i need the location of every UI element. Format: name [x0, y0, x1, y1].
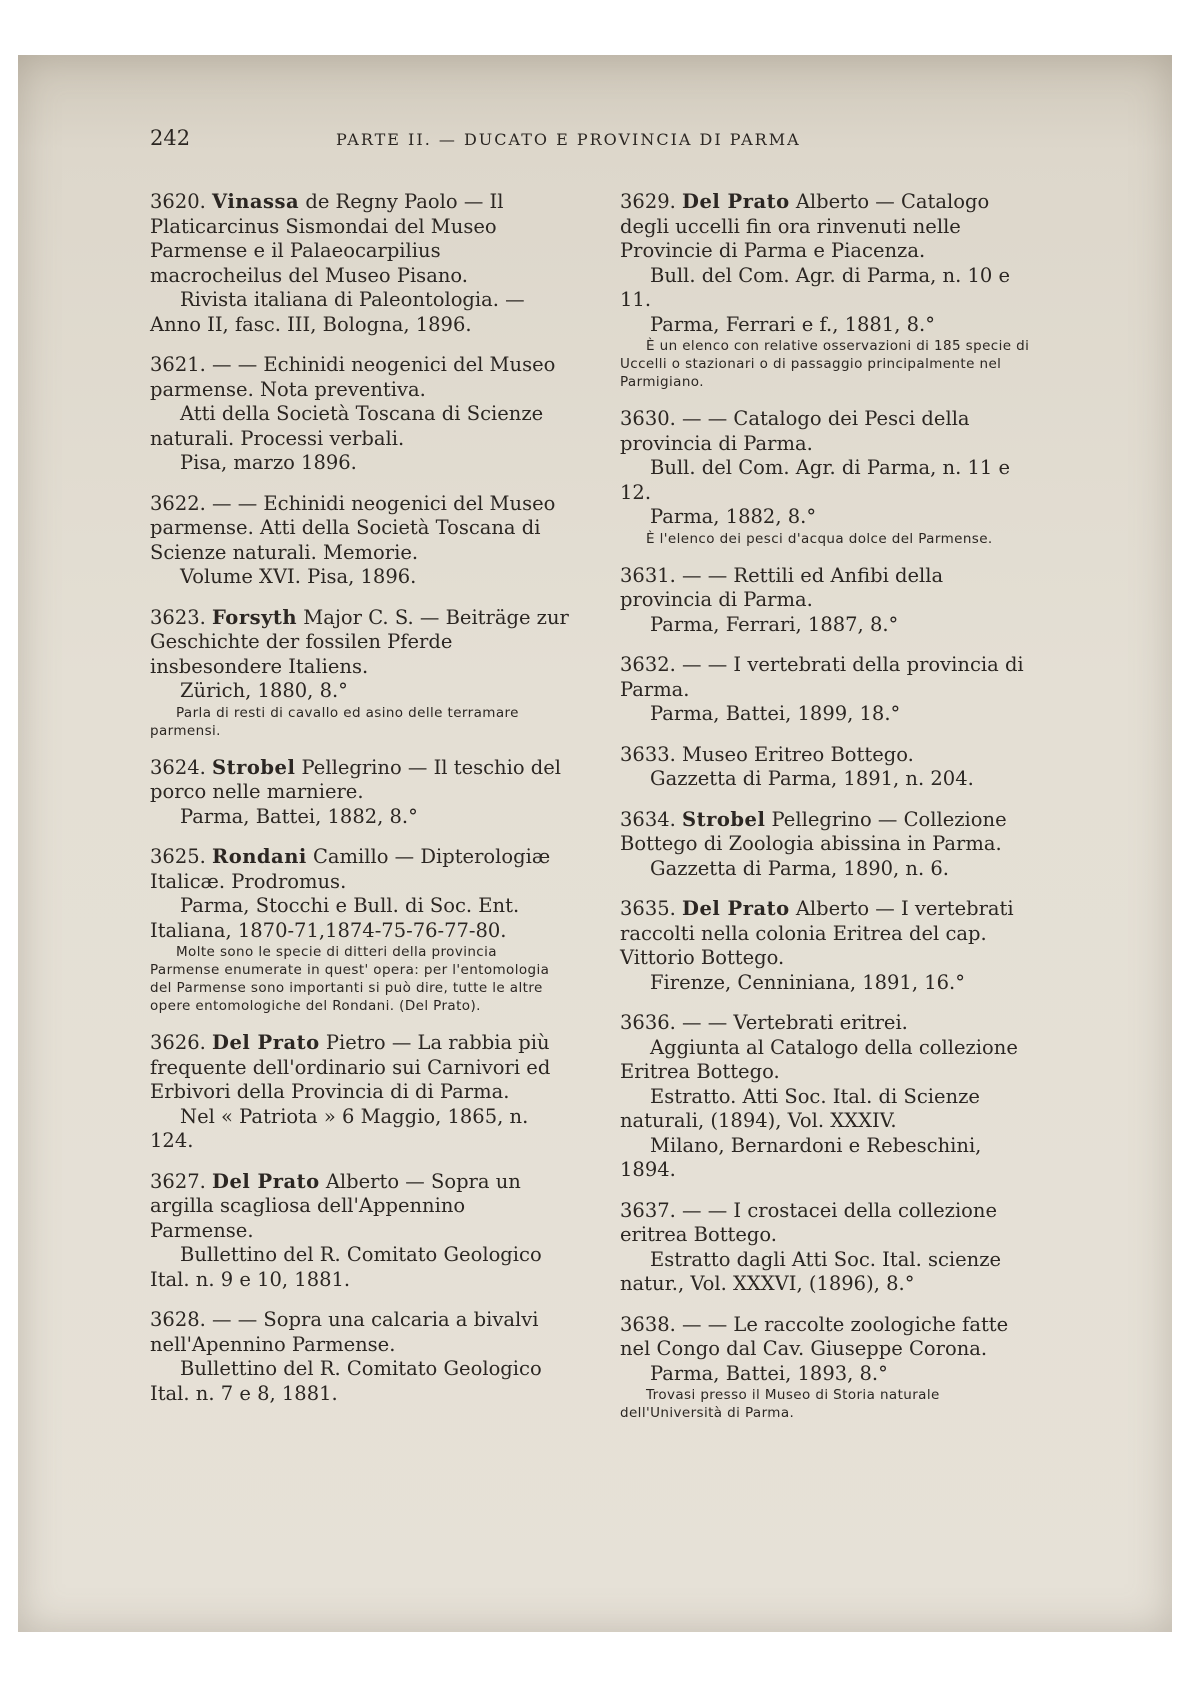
bibliography-entry	[150, 190, 570, 337]
entry-publication: Parma, Battei, 1893, 8.°	[650, 1361, 888, 1385]
entry-title	[150, 353, 570, 402]
bibliography-entry	[620, 653, 1040, 727]
entry-number: 3623.	[150, 605, 206, 629]
entry-publication: Milano, Bernardoni e Rebeschini, 1894.	[620, 1133, 982, 1181]
page-number: 242	[150, 126, 191, 150]
entry-publication: Bullettino del R. Comitato Geologico Ital. n. 7 e 8, 1881.	[150, 1357, 542, 1405]
entry-number: 3637.	[620, 1198, 676, 1222]
entry-title	[620, 564, 1040, 613]
bibliography-entry	[150, 492, 570, 590]
entry-publication: Volume XVI. Pisa, 1896.	[180, 565, 417, 588]
entry-title	[620, 897, 1040, 971]
entry-title	[150, 1031, 570, 1105]
entry-author: Del Prato	[212, 1169, 320, 1193]
entry-text: Pellegrino — Collezione Bottego di Zoologia abissina in Parma.	[620, 807, 1007, 855]
entry-text: — — Vertebrati eritrei.	[675, 1011, 908, 1034]
entry-text: Major C. S. — Beiträge zur Geschichte der fossilen Pferde insbesondere Italiens.	[150, 605, 569, 678]
entry-publication: Parma, Ferrari, 1887, 8.°	[650, 612, 899, 636]
entry-title	[150, 1170, 570, 1244]
entry-author: Vinassa	[212, 190, 300, 213]
entry-text: — — Echinidi neogenici del Museo parmense. Atti della Società Toscana di Scienze naturali. Memorie.	[150, 491, 556, 564]
entry-title	[620, 407, 1040, 456]
entry-number: 3628.	[150, 1308, 206, 1331]
entry-number: 3627.	[150, 1169, 206, 1193]
entry-publication: Firenze, Cenniniana, 1891, 16.°	[650, 970, 965, 994]
entry-text: — — Le raccolte zoologiche fatte nel Congo dal Cav. Giuseppe Corona.	[620, 1312, 1009, 1360]
entry-text: — — I vertebrati della provincia di Parma.	[620, 653, 1024, 701]
entry-title	[150, 845, 570, 894]
entry-publication: Nel « Patriota » 6 Maggio, 1865, n. 124.	[150, 1104, 529, 1152]
entry-title	[150, 492, 570, 566]
entry-author: Strobel	[212, 755, 296, 779]
entry-publication: Zürich, 1880, 8.°	[180, 679, 348, 702]
bibliography-entry	[150, 1031, 570, 1154]
entry-text: — — Rettili ed Anfibi della provincia di Parma.	[620, 563, 944, 611]
entry-note: È l'elenco dei pesci d'acqua dolce del Parmense.	[646, 530, 993, 547]
entry-text: Museo Eritreo Bottego.	[675, 742, 914, 766]
entry-number: 3624.	[150, 755, 206, 779]
entry-title	[620, 808, 1040, 857]
entry-title	[620, 1313, 1040, 1362]
entry-note: Parla di resti di cavallo ed asino delle terramare parmensi.	[150, 704, 519, 739]
entry-publication: Bull. del Com. Agr. di Parma, n. 11 e 12.	[620, 456, 1011, 504]
entry-text: Camillo — Dipterologiæ Italicæ. Prodromus.	[150, 845, 551, 893]
entry-number: 3621.	[150, 353, 206, 376]
bibliography-entry	[150, 1308, 570, 1406]
left-column	[150, 190, 570, 1422]
bibliography-entry	[150, 353, 570, 476]
entry-publication: Estratto dagli Atti Soc. Ital. scienze natur., Vol. XXXVI, (1896), 8.°	[620, 1247, 1002, 1295]
bibliography-entry	[620, 897, 1040, 995]
page-header	[150, 126, 950, 156]
entry-number: 3630.	[620, 407, 676, 430]
entry-title	[620, 1011, 1040, 1036]
entry-number: 3629.	[620, 190, 676, 213]
bibliography-entry	[150, 845, 570, 1015]
entry-text: Alberto — Catalogo degli uccelli fin ora rinvenuti nelle Provincie di Parma e Piacenza.	[620, 190, 990, 262]
entry-publication: Bull. del Com. Agr. di Parma, n. 10 e 11.	[620, 263, 1011, 311]
bibliography-entry	[620, 407, 1040, 548]
entry-publication: Rivista italiana di Paleontologia. — Anno II, fasc. III, Bologna, 1896.	[150, 288, 525, 336]
entry-title	[620, 190, 1040, 264]
entry-author: Forsyth	[212, 605, 298, 629]
entry-text: Pietro — La rabbia più frequente dell'ordinario sui Carnivori ed Erbivori della Provincia di di Parma.	[150, 1031, 551, 1103]
entry-publication: Aggiunta al Catalogo della collezione Eritrea Bottego.	[620, 1035, 1018, 1083]
running-head: PARTE II. — DUCATO E PROVINCIA DI PARMA	[336, 130, 801, 149]
entry-number: 3635.	[620, 897, 676, 920]
entry-number: 3620.	[150, 190, 206, 213]
entry-number: 3631.	[620, 563, 676, 587]
entry-publication: Parma, Battei, 1899, 18.°	[650, 702, 901, 725]
entry-text: Pellegrino — Il teschio del porco nelle marniere.	[150, 755, 562, 803]
right-column	[620, 190, 1040, 1438]
bibliography-entry	[620, 743, 1040, 792]
entry-author: Del Prato	[212, 1031, 320, 1054]
entry-author: Del Prato	[682, 897, 790, 920]
bibliography-entry	[150, 1170, 570, 1293]
entry-number: 3622.	[150, 491, 206, 515]
entry-publication: Parma, Battei, 1882, 8.°	[180, 804, 418, 828]
entry-publication: Estratto. Atti Soc. Ital. di Scienze naturali, (1894), Vol. XXXIV.	[620, 1084, 980, 1132]
bibliography-entry	[620, 190, 1040, 391]
entry-number: 3634.	[620, 807, 676, 831]
entry-text: Alberto — Sopra un argilla scagliosa dell'Appennino Parmense.	[150, 1169, 521, 1242]
entry-title	[150, 606, 570, 680]
entry-publication: Bullettino del R. Comitato Geologico Ital. n. 9 e 10, 1881.	[150, 1243, 542, 1291]
bibliography-entry	[620, 1199, 1040, 1297]
entry-note: È un elenco con relative osservazioni di 185 specie di Uccelli o stazionari o di passaggio principalmente nel Parmigiano.	[620, 338, 1030, 390]
entry-author: Strobel	[682, 807, 766, 831]
entry-publication: Parma, Ferrari e f., 1881, 8.°	[650, 312, 935, 336]
entry-title	[620, 653, 1040, 702]
entry-text: de Regny Paolo — Il Platicarcinus Sismondai del Museo Parmense e il Palaeocarpilius macrocheilus del Museo Pisano.	[150, 190, 504, 287]
entry-number: 3625.	[150, 845, 206, 868]
bibliography-entry	[150, 756, 570, 830]
entry-author: Del Prato	[682, 190, 790, 213]
entry-publication: Pisa, marzo 1896.	[180, 451, 357, 474]
entry-number: 3638.	[620, 1312, 676, 1336]
entry-title	[620, 1199, 1040, 1248]
entry-text: — — Sopra una calcaria a bivalvi nell'Apennino Parmense.	[150, 1308, 539, 1356]
entry-text: Alberto — I vertebrati raccolti nella colonia Eritrea del cap. Vittorio Bottego.	[620, 897, 1014, 969]
entry-publication: Parma, 1882, 8.°	[650, 505, 817, 528]
entry-author: Rondani	[212, 845, 307, 868]
entry-text: — — I crostacei della collezione eritrea Bottego.	[620, 1198, 998, 1246]
entry-title	[620, 743, 1040, 768]
entry-number: 3633.	[620, 742, 676, 766]
entry-title	[150, 756, 570, 805]
entry-note: Trovasi presso il Museo di Storia naturale dell'Università di Parma.	[620, 1387, 940, 1421]
entry-text: — — Echinidi neogenici del Museo parmense. Nota preventiva.	[150, 353, 556, 401]
entry-publication: Parma, Stocchi e Bull. di Soc. Ent. Italiana, 1870-71,1874-75-76-77-80.	[150, 894, 520, 942]
entry-note: Molte sono le specie di ditteri della provincia Parmense enumerate in quest' opera: per l'entomologia del Parmense sono importanti si può dire, tutte le altre opere entomologiche del Rondani. (Del Prato).	[150, 944, 550, 1014]
bibliography-entry	[620, 1313, 1040, 1423]
entry-title	[150, 190, 570, 288]
entry-number: 3626.	[150, 1031, 206, 1054]
entry-title	[150, 1308, 570, 1357]
entry-publication: Gazzetta di Parma, 1890, n. 6.	[650, 856, 949, 880]
entry-publication: Gazzetta di Parma, 1891, n. 204.	[650, 767, 974, 790]
bibliography-entry	[620, 564, 1040, 638]
entry-number: 3632.	[620, 653, 676, 676]
entry-number: 3636.	[620, 1011, 676, 1034]
bibliography-entry	[620, 1011, 1040, 1183]
bibliography-entry	[150, 606, 570, 740]
entry-publication: Atti della Società Toscana di Scienze naturali. Processi verbali.	[150, 402, 544, 450]
bibliography-entry	[620, 808, 1040, 882]
entry-text: — — Catalogo dei Pesci della provincia di Parma.	[620, 407, 970, 455]
